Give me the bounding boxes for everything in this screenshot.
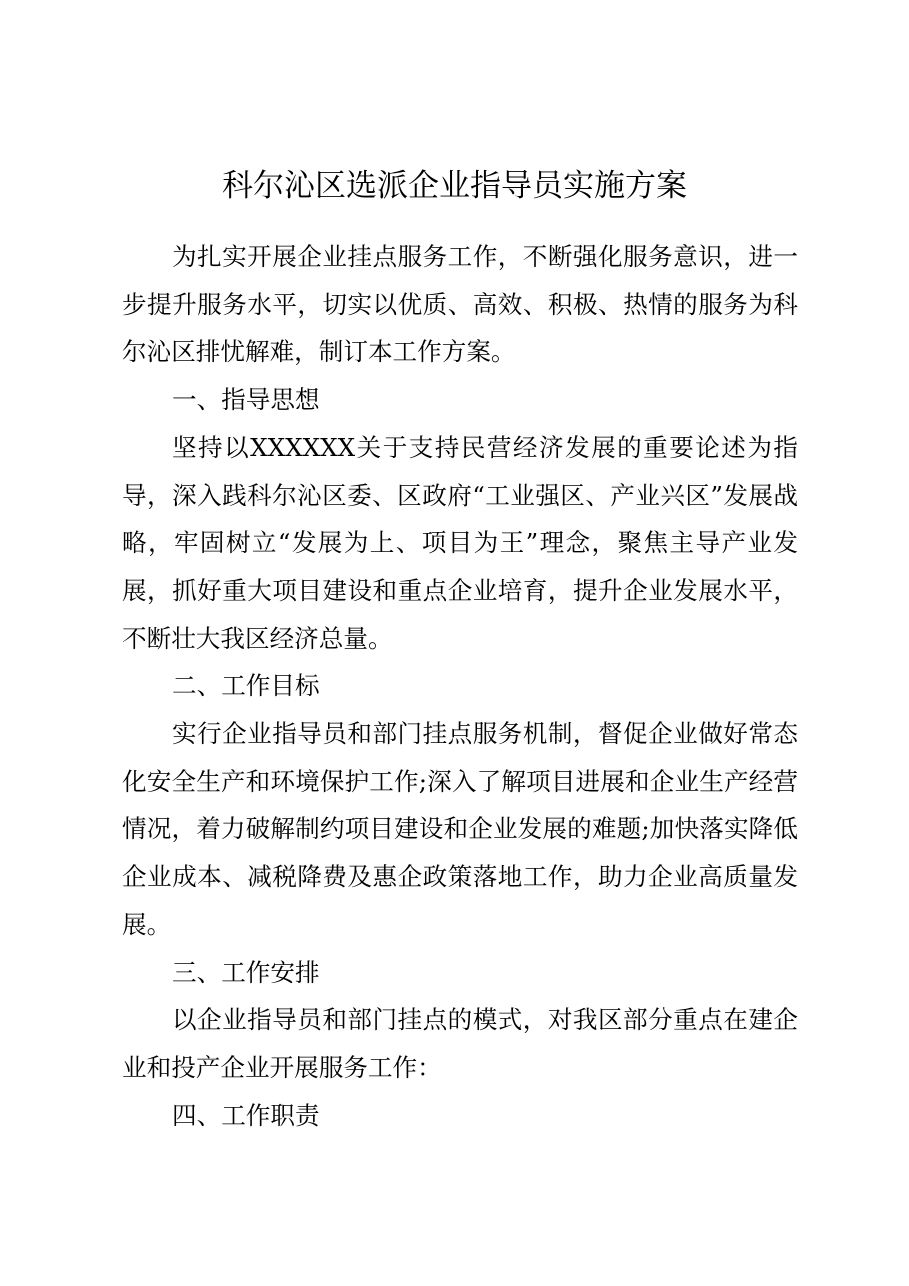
work-arrangement-paragraph: 以企业指导员和部门挂点的模式，对我区部分重点在建企业和投产企业开展服务工作： <box>122 1005 798 1082</box>
guiding-ideology-paragraph: 坚持以XXXXXX关于支持民营经济发展的重要论述为指导，深入践科尔沁区委、区政府“工业强区、产业兴区”发展战略，牢固树立“发展为上、项目为王”理念，聚焦主导产业发展，抓好重大项目建设和重点企业培育，提升企业发展水平，不断壮大我区经济总量。 <box>122 432 798 653</box>
work-goals-paragraph: 实行企业指导员和部门挂点服务机制，督促企业做好常态化安全生产和环境保护工作;深入了解项目进展和企业生产经营情况，着力破解制约项目建设和企业发展的难题;加快落实降低企业成本、减税降费及惠企政策落地工作，助力企业高质量发展。 <box>122 719 798 939</box>
section-heading-work-duties: 四、工作职责 <box>172 1100 320 1130</box>
document-body <box>122 233 798 1139</box>
section-heading-guiding-ideology: 一、指导思想 <box>172 385 320 415</box>
document-title: 科尔沁区选派企业指导员实施方案 <box>222 168 687 204</box>
intro-paragraph: 为扎实开展企业挂点服务工作，不断强化服务意识，进一步提升服务水平，切实以优质、高效、积极、热情的服务为科尔沁区排忧解难，制订本工作方案。 <box>122 242 798 367</box>
section-heading-work-arrangement: 三、工作安排 <box>172 957 320 987</box>
section-heading-work-goals: 二、工作目标 <box>172 671 320 701</box>
